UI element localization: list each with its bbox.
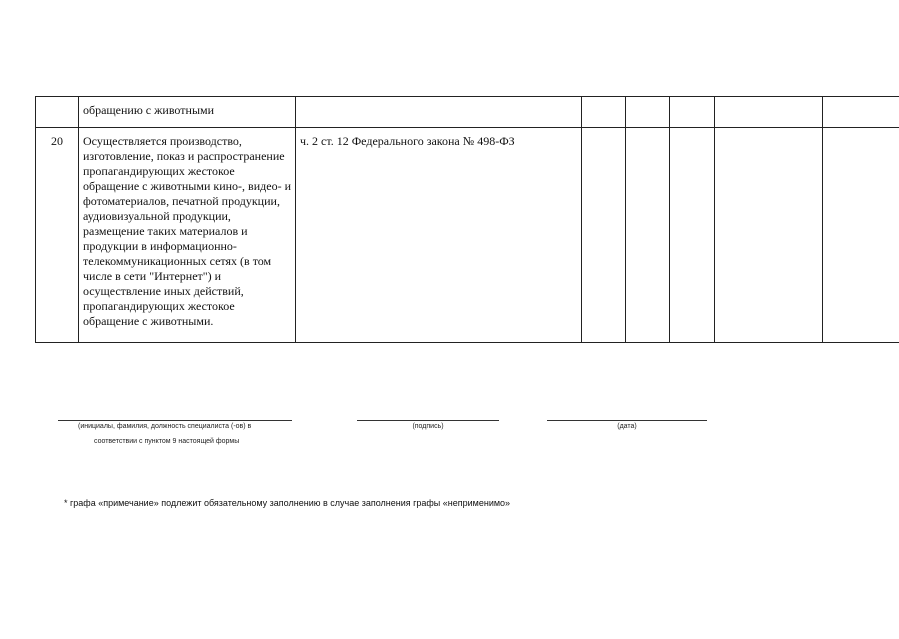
requirement-cell: обращению с животными (79, 97, 296, 128)
official-caption-line1: (инициалы, фамилия, должность специалиста (-ов) в (78, 423, 252, 430)
official-name-line (58, 420, 292, 421)
table-row-item-20 (36, 128, 899, 343)
requirement-cell: Осуществляется производство, изготовление, показ и распространение пропагандирующих жестокое обращение с животными кино-, видео- и фотоматериалов, печатной продукции, аудиовизуальной продукции, размещение таких материалов и продукции в информационно-телекоммуникационных сетях (в том числе в сети "Интернет") и осуществление иных действий, пропагандирующих жестокое обращение с животными. (79, 128, 296, 343)
answer-yes-cell (582, 97, 626, 128)
official-caption (78, 422, 318, 446)
table-row-continuation (36, 97, 899, 128)
details-cell (715, 128, 823, 343)
signature-line (357, 420, 499, 421)
row-number-cell (36, 97, 79, 128)
checklist-table (35, 96, 899, 343)
signature-caption: (подпись) (412, 423, 444, 430)
footnote: * графа «примечание» подлежит обязательному заполнению в случае заполнения графы «неприменимо» (64, 498, 511, 508)
answer-no-cell (626, 128, 670, 343)
official-caption-line2: соответствии с пунктом 9 настоящей формы (94, 438, 240, 445)
date-caption: (дата) (617, 423, 637, 430)
legal-reference-cell: ч. 2 ст. 12 Федерального закона № 498-ФЗ (296, 128, 582, 343)
details-cell (715, 97, 823, 128)
remark-cell (823, 97, 899, 128)
row-number-cell: 20 (36, 128, 79, 343)
date-line (547, 420, 707, 421)
legal-reference-cell (296, 97, 582, 128)
answer-not-applicable-cell (670, 97, 715, 128)
answer-yes-cell (582, 128, 626, 343)
answer-no-cell (626, 97, 670, 128)
answer-not-applicable-cell (670, 128, 715, 343)
remark-cell (823, 128, 899, 343)
